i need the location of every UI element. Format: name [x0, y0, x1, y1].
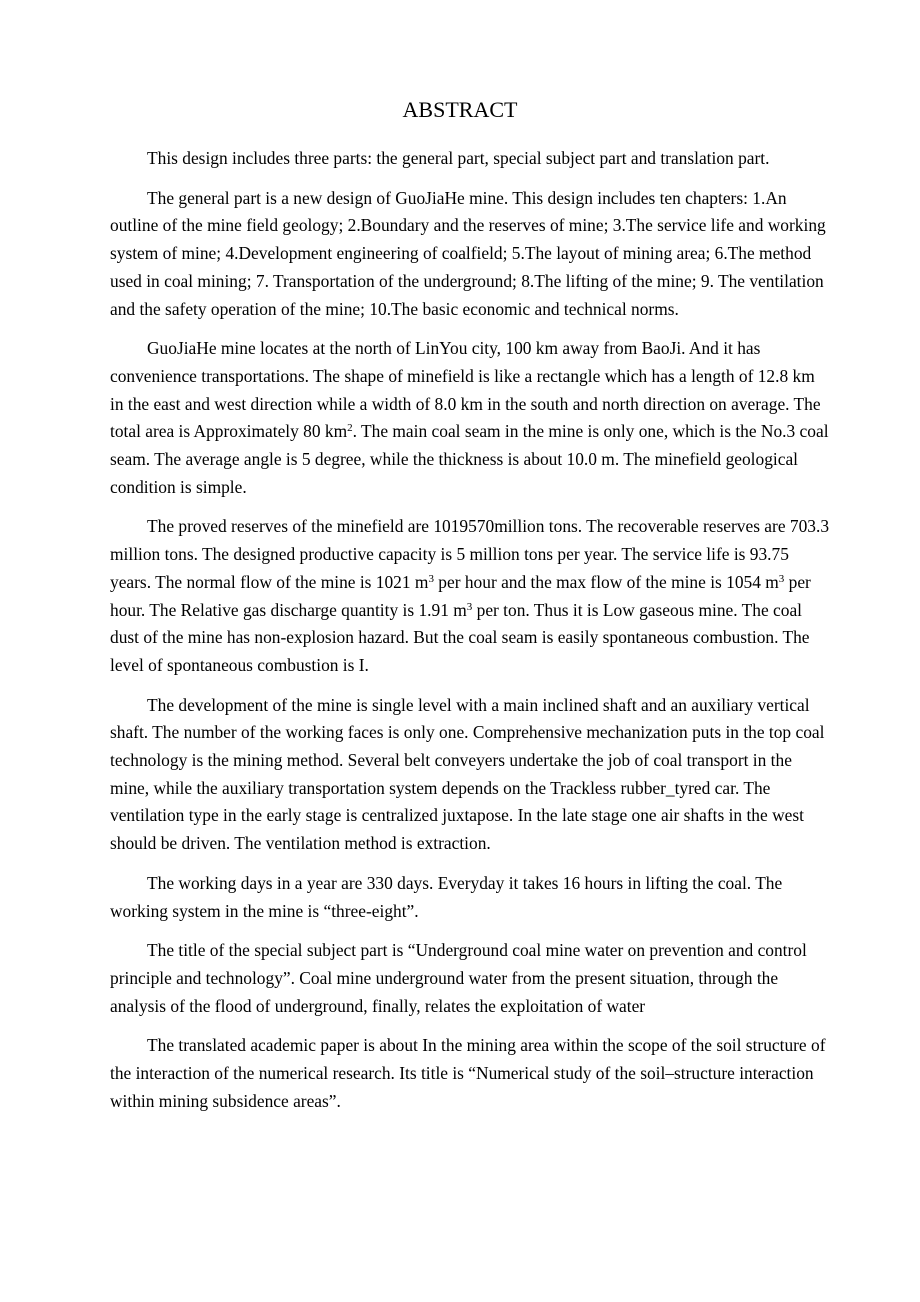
abstract-body: [110, 145, 832, 1128]
superscript: 3: [466, 600, 473, 613]
paragraph-development: The development of the mine is single level with a main inclined shaft and an auxiliary vertical shaft. The number of the working faces is only one. Comprehensive mechanization puts in the top coal technology is the mining method. Several belt conveyers undertake the job of coal transport in the mine, while the auxiliary transportation system depends on the Trackless rubber_tyred car. The ventilation type in the early stage is centralized juxtapose. In the late stage one air shafts in the west should be driven. The ventilation method is extraction.: [110, 694, 825, 854]
text-segment: The proved reserves of the minefield are 1019570million tons. The recoverable reserves are 703.3 million tons. The designed productive capacity is 5 million tons per year. The service life is 93.75 years. The normal flow of the mine is 1021 m: [110, 516, 830, 592]
paragraph-translation: The translated academic paper is about In the mining area within the scope of the soil structure of the interaction of the numerical research. Its title is “Numerical study of the soil–structure interaction within mining subsidence areas”.: [110, 1035, 826, 1111]
text-segment: . The main coal seam in the mine is only one, which is the No.3 coal seam. The average angle is 5 degree, while the thickness is about 10.0 m. The minefield geological condition is simple.: [110, 421, 829, 497]
paragraph-mine-location: [110, 335, 832, 501]
text-segment: per hour and the max flow of the mine is 1054 m: [433, 571, 779, 592]
superscript: 3: [428, 572, 434, 585]
text-segment: per hour. The Relative gas discharge quantity is 1.91 m: [110, 571, 811, 620]
abstract-title: ABSTRACT: [402, 97, 518, 122]
paragraph-reserves: [110, 513, 832, 679]
text-segment: GuoJiaHe mine locates at the north of LinYou city, 100 km away from BaoJi. And it has convenience transportations. The shape of minefield is like a rectangle which has a length of 12.8 km in the east and west direction while a width of 8.0 km in the south and north direction on average. The total area is Approximately 80 km: [110, 338, 821, 442]
paragraph-working-system: The working days in a year are 330 days. Everyday it takes 16 hours in lifting the coal. The working system in the mine is “three-eight”.: [110, 872, 783, 921]
paragraph-general-part: The general part is a new design of GuoJiaHe mine. This design includes ten chapters: 1.An outline of the mine field geology; 2.Boundary and the reserves of mine; 3.The service life and working system of mine; 4.Development engineering of coalfield; 5.The layout of mining area; 6.The method used in coal mining; 7. Transportation of the underground; 8.The lifting of the mine; 9. The ventilation and the safety operation of the mine; 10.The basic economic and technical norms.: [110, 187, 826, 319]
paragraph-special-subject: The title of the special subject part is “Underground coal mine water on prevention and control principle and technology”. Coal mine underground water from the present situation, through the analysis of the flood of underground, finally, relates the exploitation of water: [110, 940, 807, 1016]
text-segment: per ton. Thus it is Low gaseous mine. The coal dust of the mine has non-explosion hazard. But the coal seam is easily spontaneous combustion. The level of spontaneous combustion is I.: [110, 599, 810, 675]
superscript: 2: [347, 422, 353, 435]
superscript: 3: [778, 572, 785, 585]
paragraph-overview: This design includes three parts: the general part, special subject part and translation part.: [147, 148, 770, 168]
